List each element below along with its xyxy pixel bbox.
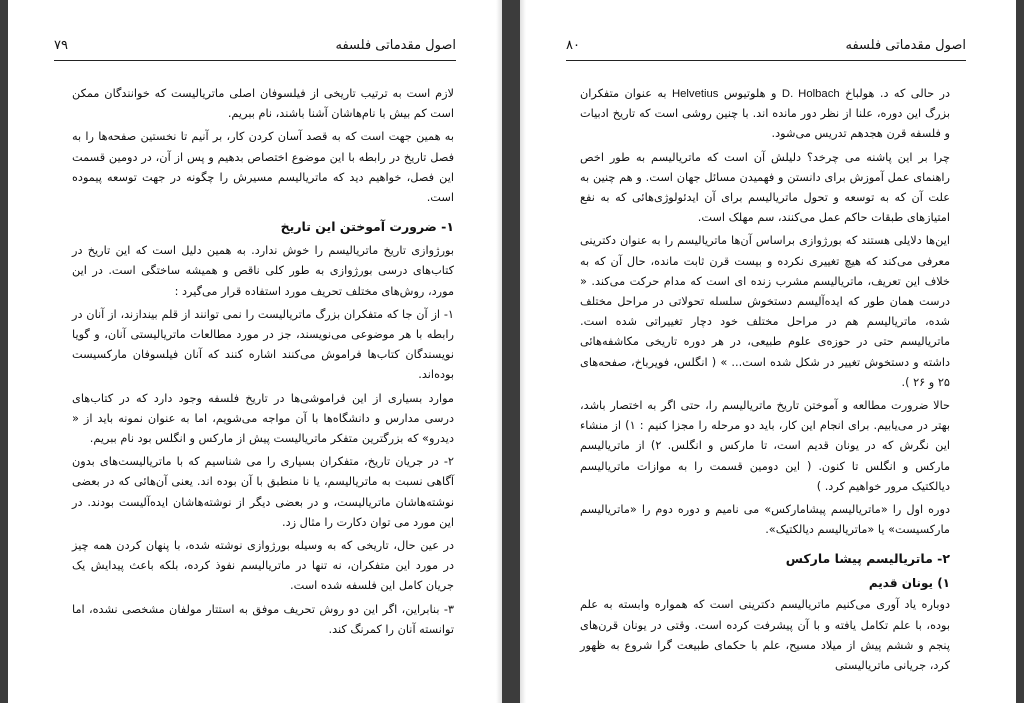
text-run: در حالی که د. هولباخ	[839, 87, 950, 100]
paragraph: حالا ضرورت مطالعه و آموختن تاریخ ماتریالیسم را، حتی اگر به اختصار باشد، بهتر در می‌یابیم. برای انجام این کار، باید دو مرحله را مجزا کنیم : ۱) از منشاء این نگرش که در یونان قدیم است، تا مارکس و انگلس. ۲) از ماتریالیسم مارکس و انگلس تا کنون. ( این دومین قسمت را به موازات ماتریالیسم دیالکتیک مرور خواهیم کرد. )	[580, 399, 951, 493]
page-body	[72, 84, 454, 643]
section-heading: ۱- ضرورت آموختن این تاریخ	[280, 219, 454, 235]
paragraph: به همین جهت است که به قصد آسان کردن کار، بر آنیم تا نخستین صفحه‌ها را به فصل تاریخ در رابطه با این موضوع اختصاص بدهیم و پس از آن، در دومین قسمت این فصل، خواهیم دید که ماتریالیسم مسیرش را چگونه در جهت توسعه پیموده است.	[72, 130, 454, 205]
latin-name: D. Holbach	[781, 88, 840, 100]
text-run: و هلوتیوس	[718, 87, 782, 100]
paragraph: لازم است به ترتیب تاریخی از فیلسوفان اصلی ماتریالیست که خوانندگان ممکن است کم بیش با نام‌هاشان آشنا باشند، نام ببریم.	[72, 87, 454, 121]
paragraph: موارد بسیاری از این فراموشی‌ها در تاریخ فلسفه وجود دارد که در کتاب‌های درسی مدارس و دانشگاه‌ها با آن مواجه می‌شویم، اما به عنوان نمونه باید از « دیدرو» که بزرگترین متفکر ماتریالیست پیش از مارکس و انگلس بود نام ببریم.	[72, 391, 454, 446]
gutter-shadow	[520, 0, 526, 703]
paragraph: بورژوازی تاریخ ماتریالیسم را خوش ندارد. به همین دلیل است که این تاریخ در کتاب‌های درسی بورژوازی به طور کلی ناقص و همیشه ساختگی است. در این مورد، روش‌های مختلف تحریف مورد استفاده قرار می‌گیرد :	[72, 244, 454, 298]
subsection-heading: ۱) یونان قدیم	[868, 576, 950, 591]
left-page	[8, 0, 502, 703]
running-head	[566, 36, 966, 61]
paragraph: ۳- بنابراین، اگر این دو روش تحریف موفق به استتار مولفان مشخصی نشده، اما توانسته آنان را کمرنگ کند.	[72, 602, 454, 636]
paragraph: دوباره یاد آوری می‌کنیم ماتریالیسم دکترینی است که همواره وابسته به علم بوده، با علم تکامل یافته و با آن پیشرفت کرده است. وقتی در یونان قرن‌های پنجم و ششم پیش از میلاد مسیح، علم با حکمای طبیعت گرا شروع به ظهور کرد، جریانی ماتریالیستی	[580, 598, 950, 673]
running-head	[54, 36, 456, 61]
paragraph: در عین حال، تاریخی که به وسیله بورژوازی نوشته شده، با پنهان کردن همه چیز در مورد این متفکران، نه تنها در ماتریالیسم نفوذ کرده، بلکه باعث پیدایش یک جریان کامل این فلسفه شده است.	[72, 539, 454, 593]
running-title: اصول مقدماتی فلسفه	[335, 38, 456, 53]
page-body	[580, 84, 950, 679]
text-run: به عنوان متفکران بزرگ این دوره، علنا از نظر دور مانده اند. با چنین روشی است که تاریخ ادبیات و فلسفه قرن هجدهم تدریس می‌شود.	[580, 87, 950, 141]
right-page	[520, 0, 1016, 703]
gutter-shadow	[496, 0, 502, 703]
section-heading: ۲- ماتریالیسم پیشا مارکس	[785, 551, 950, 567]
running-title: اصول مقدماتی فلسفه	[845, 38, 966, 53]
paragraph: این‌ها دلایلی هستند که بورژوازی براساس آن‌ها ماتریالیسم را به عنوان دکترینی معرفی می‌کند که هیچ تغییری نکرده و بیست قرن ثابت مانده، حال آن که به خلاف این تعریف، ماتریالیسم مشرب زنده ای است که مدام حرکت می‌کند. « درست همان طور که ایده‌آلیسم دستخوش سلسله تحولاتی در مراحل مختلف شده، ماتریالیسم هم در مراحل مختلف خود دچار تغییراتی شده است. ماتریالیسم حتی در حوزه‌ی علوم طبیعی، در هر دوره تاریخی مکاشفه‌هائی داشته و دستخوش تغییر در شکل شده است... » ( انگلس، فویرباخ، صفحه‌های ۲۵ و ۲۶ ).	[580, 234, 950, 389]
paragraph: چرا بر این پاشنه می چرخد؟ دلیلش آن است که ماتریالیسم به طور اخص راهنمای عمل آموزش برای دانستن و فهمیدن مسائل جهان است. و هم چنین به علت آن که به توسعه و تحول ماتریالیسم برای آن ایدئولوژی‌هائی که به نفع امتیازهای طبقات حاکم عمل می‌کنند، سم مهلک است.	[580, 150, 950, 225]
page-number: ۸۰	[566, 38, 580, 53]
page-number: ۷۹	[54, 38, 68, 53]
paragraph: ۲- در جریان تاریخ، متفکران بسیاری را می شناسیم که با ماتریالیست‌های بدون آگاهی نسبت به ماتریالیسم، یا نا منطبق با آن بوده اند. یعنی آن‌هائی که در بعضی نوشته‌هاشان ماتریالیست، و در بعضی دیگر از نوشته‌هاشان ایده‌آلیست بودند. در این مورد می توان دکارت را مثال زد.	[72, 455, 454, 529]
paragraph: ۱- از آن جا که متفکران بزرگ ماتریالیست را نمی توانند از قلم بیندازند، از آنان در رابطه با هر موضوعی می‌نویسند، جز در مورد مطالعات ماتریالیستی آنان، و گویا نویسندگان کتاب‌ها فراموش می‌کنند اشاره کنند که آنان فیلسوفان مارکسیست بوده‌اند.	[72, 307, 454, 382]
paragraph: دوره اول را «ماتریالیسم پیشامارکس» می نامیم و دوره دوم را «ماتریالیسم مارکسیست» یا «ماتریالیسم دیالکتیک».	[580, 503, 950, 537]
latin-name: Helvetius	[671, 88, 719, 100]
paragraph	[580, 84, 950, 145]
